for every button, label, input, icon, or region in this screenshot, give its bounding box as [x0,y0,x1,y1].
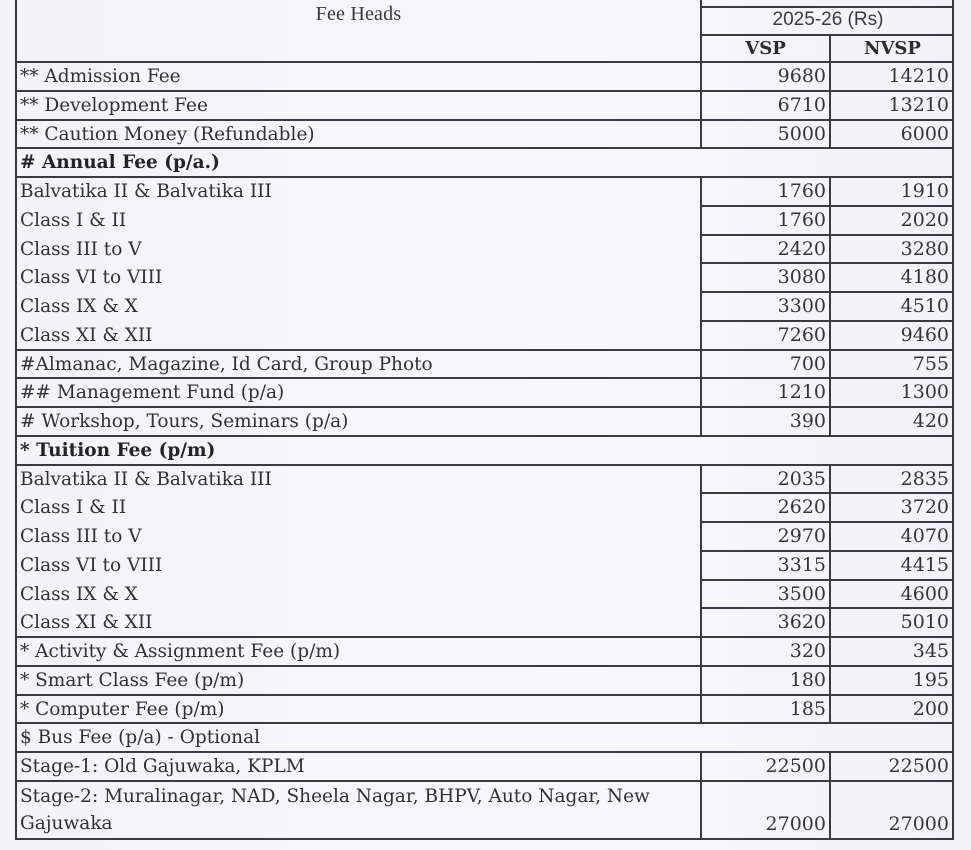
nvsp-value: 3280 [829,236,952,265]
nvsp-value: 6000 [829,121,952,148]
vsp-value: 700 [700,351,829,378]
table-row [15,581,954,610]
vsp-value: 3620 [700,609,829,636]
fee-head-label: ## Management Fund (p/a) [20,382,285,404]
nvsp-value: 2020 [829,207,952,236]
nvsp-value: 4510 [829,293,952,322]
fee-head-label: ** Admission Fee [20,66,181,87]
vsp-value: 6710 [700,92,829,119]
fee-head-label: #Almanac, Magazine, Id Card, Group Photo [20,353,433,375]
vsp-value: 185 [700,696,829,723]
vsp-value: 9680 [700,63,829,90]
vsp-value: 180 [700,667,829,694]
table-row [15,178,954,207]
nvsp-value: 345 [829,638,952,665]
fee-head-label: # Workshop, Tours, Seminars (p/a) [20,411,349,432]
table-row [15,408,954,437]
vsp-value: 2620 [700,494,829,523]
vsp-value: 7260 [700,322,829,349]
nvsp-value: 14210 [829,63,952,90]
fee-head-label: Balvatika II & Balvatika III [20,181,272,202]
vsp-value: 1760 [700,207,829,236]
table-row [15,379,954,408]
vsp-value: 27000 [700,782,829,838]
fee-head-label: Class I & II [20,497,127,519]
table-row [15,753,954,782]
fee-head-label: ** Caution Money (Refundable) [20,123,315,145]
section-header-row [15,437,954,466]
table-row [15,667,954,696]
nvsp-value: 4600 [829,581,952,610]
table-row [15,552,954,581]
vsp-value: 5000 [700,121,829,148]
fee-head-label: Class VI to VIII [20,554,163,576]
table-row [15,466,954,495]
nvsp-value: 9460 [829,322,952,349]
table-row [15,207,954,236]
nvsp-value: 4415 [829,552,952,581]
table-row [15,638,954,667]
table-body [15,63,954,840]
fee-head-label: Stage-2: Muralinagar, NAD, Sheela Nagar, BHPV, Auto Nagar, New Gajuwaka [20,785,650,834]
table-header [15,0,954,63]
nvsp-value: 1910 [829,178,952,207]
table-row [15,494,954,523]
table-row [15,782,954,840]
fee-head-label: ** Development Fee [20,94,208,116]
vsp-value: 390 [700,408,829,435]
fee-head-label: * Tuition Fee (p/m) [20,439,216,461]
table-row [15,523,954,552]
table-row [15,63,954,92]
nvsp-value: 22500 [829,753,952,780]
vsp-value: 320 [700,638,829,665]
nvsp-value: 13210 [829,92,952,119]
vsp-value: 3500 [700,581,829,610]
vsp-value: 1210 [700,379,829,406]
year-header-group [700,0,954,61]
nvsp-value: 27000 [829,782,952,838]
column-header-vsp: VSP [702,36,831,61]
nvsp-value: 3720 [829,494,952,523]
vsp-value: 22500 [700,753,829,780]
fee-head-label: * Computer Fee (p/m) [20,698,225,720]
fee-head-label: Class XI & XII [20,324,153,346]
vsp-value: 2420 [700,236,829,265]
section-header-row [15,149,954,178]
nvsp-value: 1300 [829,379,952,406]
table-row [15,236,954,265]
table-row [15,121,954,150]
nvsp-value: 4180 [829,264,952,293]
fee-head-label: # Annual Fee (p/a.) [20,152,220,174]
fee-head-label: Class VI to VIII [20,267,163,289]
nvsp-value: 195 [829,667,952,694]
vsp-value: 2970 [700,523,829,552]
column-header-nvsp: NVSP [864,38,921,59]
fee-heads-header: Fee Heads [315,3,402,25]
vsp-value: 3315 [700,552,829,581]
nvsp-value: 4070 [829,523,952,552]
fee-head-label: Class XI & XII [20,612,153,634]
fee-head-label: Class IX & X [20,296,138,317]
nvsp-value: 2835 [829,466,952,495]
fee-head-label: * Smart Class Fee (p/m) [20,669,245,691]
column-headers [702,36,954,61]
nvsp-value: 755 [829,351,952,378]
year-header: 2025-26 (Rs) [702,6,954,36]
vsp-value: 1760 [700,178,829,207]
fee-head-label: Balvatika II & Balvatika III [20,468,272,490]
nvsp-value: 420 [829,408,952,435]
table-row [15,322,954,351]
table-row [15,351,954,380]
table-row [15,264,954,293]
table-row [15,696,954,725]
table-row [15,92,954,121]
fee-head-label: Class IX & X [20,583,138,605]
fee-table [15,0,954,840]
fee-head-label: Class III to V [20,238,142,260]
section-header-row [15,724,954,753]
fee-head-label: Class I & II [20,209,127,231]
table-row [15,293,954,322]
vsp-value: 3080 [700,264,829,293]
vsp-value: 2035 [700,466,829,495]
fee-head-label: Stage-1: Old Gajuwaka, KPLM [20,756,305,777]
fee-head-label: Class III to V [20,526,142,547]
fee-head-label: * Activity & Assignment Fee (p/m) [20,641,341,662]
nvsp-value: 5010 [829,609,952,636]
fee-head-label: $ Bus Fee (p/a) - Optional [20,727,261,749]
nvsp-value: 200 [829,696,952,723]
table-row [15,609,954,638]
vsp-value: 3300 [700,293,829,322]
